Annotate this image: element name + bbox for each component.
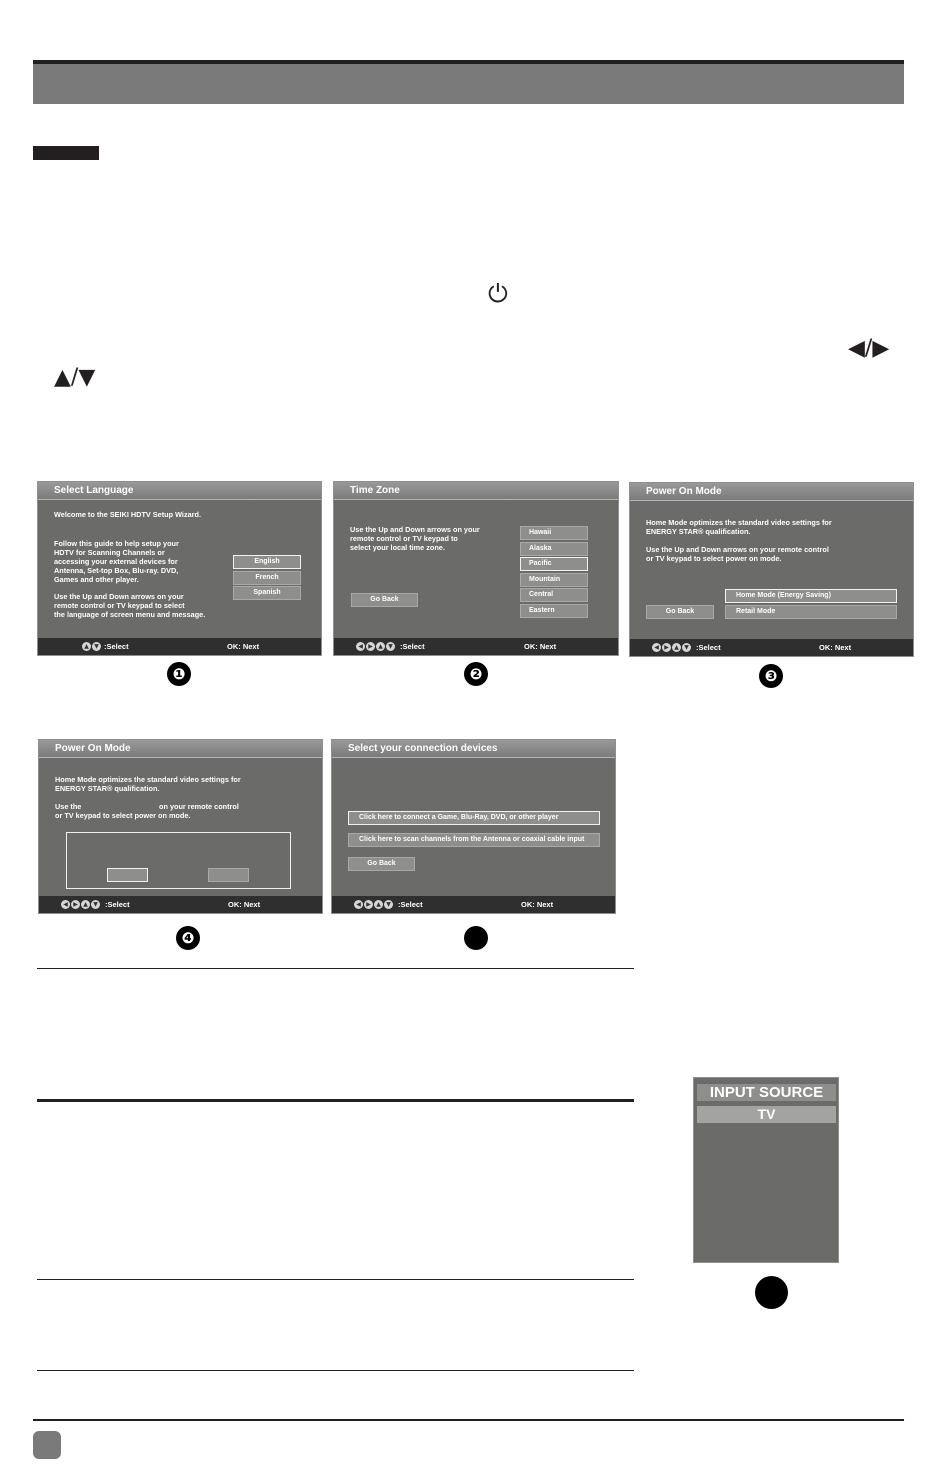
description-text: Home Mode optimizes the standard video settings for ENERGY STAR® qualification.: [55, 775, 241, 793]
option-french[interactable]: French: [233, 571, 301, 585]
direction-arrow-icons: ◀ ▶ ▲ ▼: [61, 900, 100, 909]
instruction-text-a: Use the: [55, 802, 82, 811]
instruction-text: Use the Up and Down arrows on your remote control or TV keypad to select your local time zone.: [350, 525, 480, 552]
instruction-text: Use the Up and Down arrows on your remote control or TV keypad to select the language of screen menu and message.: [54, 592, 206, 619]
scan-channels-button[interactable]: Click here to scan channels from the Antenna or coaxial cable input: [348, 833, 600, 847]
screen-title: Power On Mode: [39, 740, 322, 758]
divider-rule: [37, 1279, 634, 1280]
up-down-arrow-icons: ▲ ▼: [82, 642, 101, 651]
option-alaska[interactable]: Alaska: [520, 542, 588, 556]
direction-arrow-icons: ◀ ▶ ▲ ▼: [356, 642, 395, 651]
option-mountain[interactable]: Mountain: [520, 573, 588, 587]
screen-footer: [630, 639, 913, 656]
option-home-mode[interactable]: Home Mode (Energy Saving): [725, 589, 897, 603]
option-spanish[interactable]: Spanish: [233, 586, 301, 600]
screen-power-on-mode: [629, 482, 914, 657]
section-tag: [33, 146, 99, 160]
footer-rule: [33, 1419, 904, 1421]
option-english[interactable]: English: [233, 555, 301, 569]
input-source-item-tv[interactable]: TV: [697, 1106, 836, 1123]
footer-ok-label: OK: Next: [819, 643, 852, 652]
direction-arrow-icons: ◀ ▶ ▲ ▼: [354, 900, 393, 909]
screen-power-on-mode-alt: [38, 739, 323, 914]
screen-footer: [334, 638, 618, 655]
input-source-panel: [693, 1077, 839, 1263]
option-retail-mode[interactable]: Retail Mode: [725, 605, 897, 619]
screen-connection-devices: [331, 739, 616, 914]
page-number-badge: [33, 1431, 61, 1459]
screen-title: Power On Mode: [630, 483, 913, 501]
option-pacific[interactable]: Pacific: [520, 557, 588, 571]
divider-rule-thick: [37, 1099, 634, 1102]
left-right-arrow-icons: ◀/▶: [848, 336, 890, 361]
divider-rule: [37, 1370, 634, 1371]
footer-ok-label: OK: Next: [227, 642, 260, 651]
option-hawaii[interactable]: Hawaii: [520, 526, 588, 540]
screen-time-zone: [333, 481, 619, 656]
screen-title: Time Zone: [334, 482, 618, 500]
divider-rule: [37, 968, 634, 969]
screen-title: Select your connection devices: [332, 740, 615, 758]
footer-select-label: :Select: [696, 643, 721, 652]
step-marker-6: [755, 1276, 788, 1309]
go-back-button[interactable]: Go Back: [646, 605, 714, 619]
screen-select-language: [37, 481, 322, 656]
option-central[interactable]: Central: [520, 588, 588, 602]
header-bar: [33, 64, 904, 104]
option-eastern[interactable]: Eastern: [520, 604, 588, 618]
guide-text: Follow this guide to help setup your HDTV for Scanning Channels or accessing your external devices for Antenna, Set-top Box, Blu-ray. DVD, Games and other player.: [54, 539, 179, 584]
mode-option-right[interactable]: [208, 868, 249, 882]
screen-title: Select Language: [38, 482, 321, 500]
go-back-button[interactable]: Go Back: [348, 857, 415, 871]
screen-footer: [39, 896, 322, 913]
instruction-text-c: or TV keypad to select power on mode.: [55, 811, 191, 820]
mode-selection-box: [66, 832, 291, 889]
footer-ok-label: OK: Next: [228, 900, 261, 909]
connect-player-button[interactable]: Click here to connect a Game, Blu-Ray, DVD, or other player: [348, 811, 600, 825]
step-marker-3: ❸: [759, 664, 783, 688]
description-text: Home Mode optimizes the standard video settings for ENERGY STAR® qualification.: [646, 518, 832, 536]
step-marker-1: ❶: [167, 662, 191, 686]
direction-arrow-icons: ◀ ▶ ▲ ▼: [652, 643, 691, 652]
input-source-title: INPUT SOURCE: [697, 1084, 836, 1101]
footer-ok-label: OK: Next: [524, 642, 557, 651]
step-marker-2: ❷: [464, 662, 488, 686]
screen-footer: [332, 896, 615, 913]
step-marker-4: ❹: [176, 926, 200, 950]
step-marker-5: [464, 926, 488, 950]
up-down-arrow-icons: ▲/▼: [54, 365, 96, 390]
footer-select-label: :Select: [400, 642, 425, 651]
screen-footer: [38, 638, 321, 655]
instruction-text: Use the Up and Down arrows on your remote control or TV keypad to select power on mode.: [646, 545, 829, 563]
welcome-text: Welcome to the SEIKI HDTV Setup Wizard.: [54, 510, 201, 519]
mode-option-left[interactable]: [107, 868, 148, 882]
footer-ok-label: OK: Next: [521, 900, 554, 909]
footer-select-label: :Select: [398, 900, 423, 909]
footer-select-label: :Select: [104, 642, 129, 651]
instruction-text-b: on your remote control: [159, 802, 239, 811]
footer-select-label: :Select: [105, 900, 130, 909]
power-icon: ⏻: [488, 279, 508, 308]
go-back-button[interactable]: Go Back: [351, 593, 418, 607]
